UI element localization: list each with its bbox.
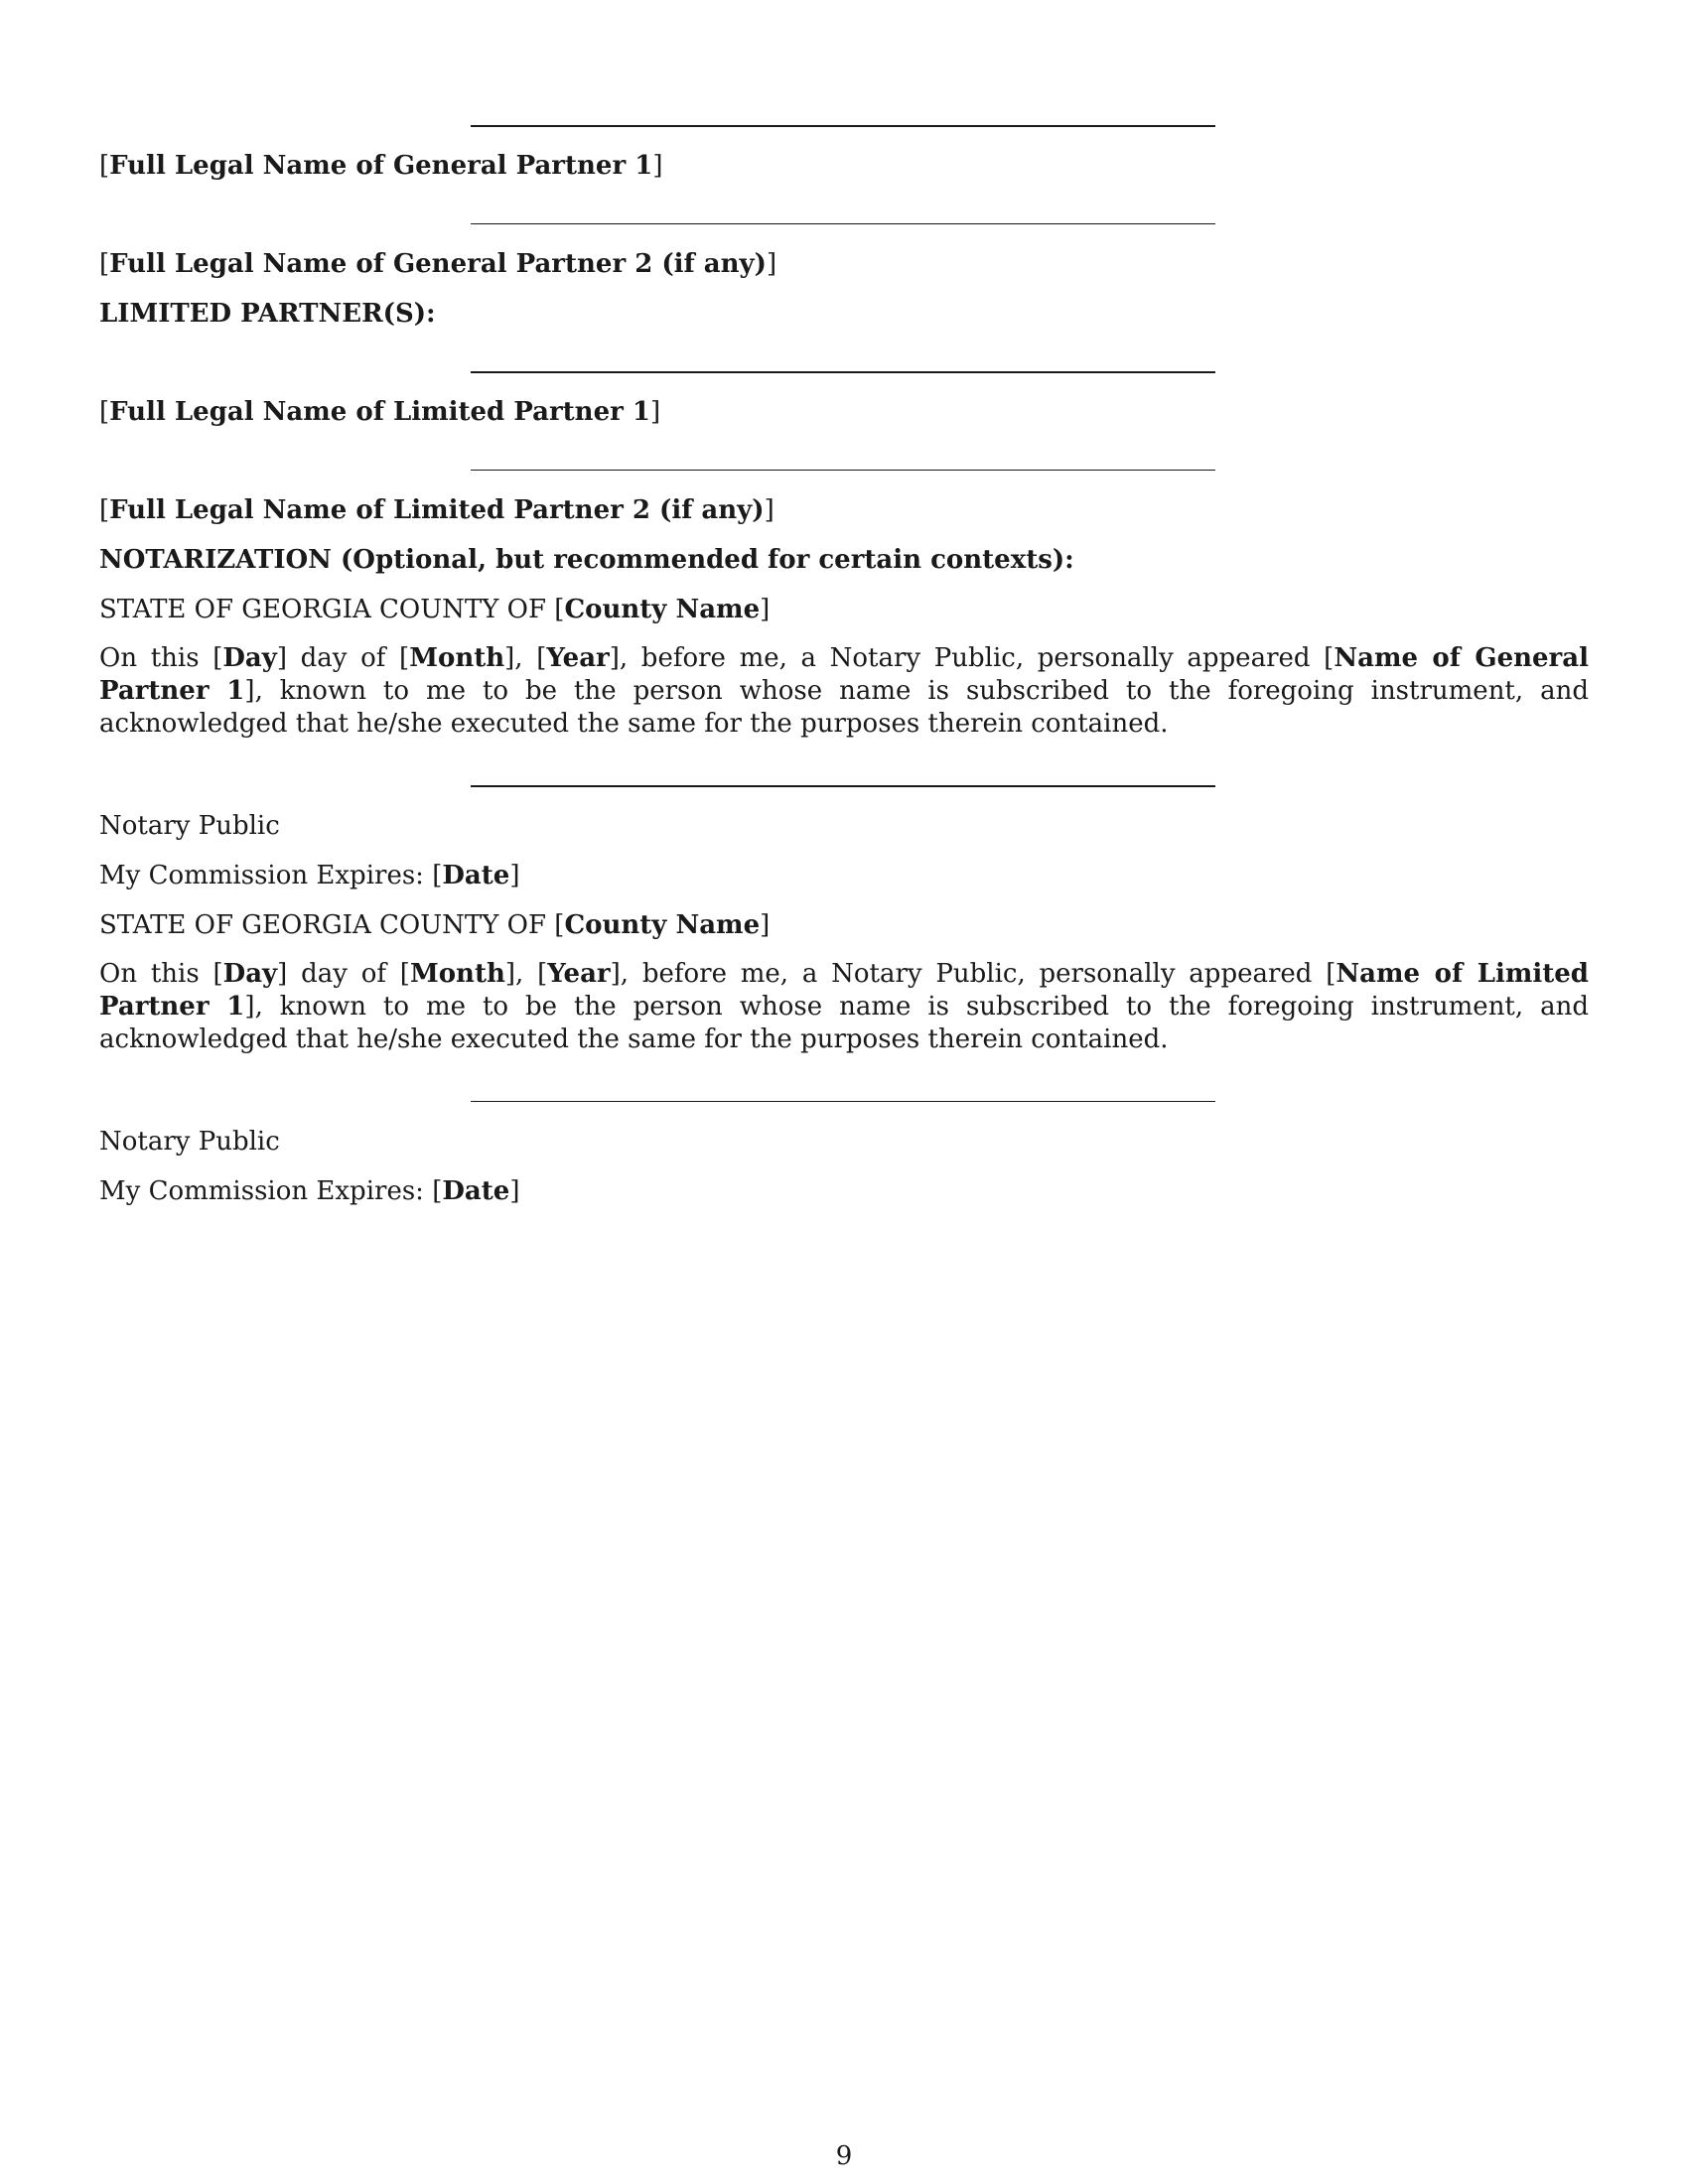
page-number: 9 bbox=[835, 2141, 853, 2171]
signature-line-lp2 bbox=[471, 470, 1215, 471]
signature-line-gp1 bbox=[471, 125, 1215, 127]
state-county-line: STATE OF GEORGIA COUNTY OF [County Name] bbox=[99, 595, 771, 624]
notary-public-label: Notary Public bbox=[99, 811, 280, 841]
signature-line-gp2 bbox=[471, 223, 1215, 224]
state-county-line: STATE OF GEORGIA COUNTY OF [County Name] bbox=[99, 910, 771, 940]
gp2-name-placeholder: [Full Legal Name of General Partner 2 (if any)] bbox=[99, 249, 777, 279]
limited-partners-heading: LIMITED PARTNER(S): bbox=[99, 299, 436, 329]
notary-signature-line bbox=[471, 785, 1215, 787]
gp1-name-placeholder: [Full Legal Name of General Partner 1] bbox=[99, 151, 663, 181]
notary-signature-line bbox=[471, 1101, 1215, 1102]
notarization-heading: NOTARIZATION (Optional, but recommended for certain contexts): bbox=[99, 545, 1074, 575]
acknowledgment-paragraph: On this [Day] day of [Month], [Year], before me, a Notary Public, personally appeared [Name of General Partner 1], known to me to be the person whose name is subscribed to the foregoing instrument, and acknowledged that he/she executed the same for the purposes therein contained. bbox=[99, 643, 1590, 739]
notary-public-label: Notary Public bbox=[99, 1127, 280, 1157]
acknowledgment-paragraph: On this [Day] day of [Month], [Year], before me, a Notary Public, personally appeared [Name of Limited Partner 1], known to me to be the person whose name is subscribed to the foregoing instrument, and acknowledged that he/she executed the same for the purposes therein contained. bbox=[99, 959, 1590, 1054]
commission-expires-line: My Commission Expires: [Date] bbox=[99, 1176, 520, 1206]
signature-line-lp1 bbox=[471, 371, 1215, 373]
commission-expires-line: My Commission Expires: [Date] bbox=[99, 861, 520, 890]
lp2-name-placeholder: [Full Legal Name of Limited Partner 2 (if any)] bbox=[99, 495, 774, 525]
lp1-name-placeholder: [Full Legal Name of Limited Partner 1] bbox=[99, 397, 661, 427]
